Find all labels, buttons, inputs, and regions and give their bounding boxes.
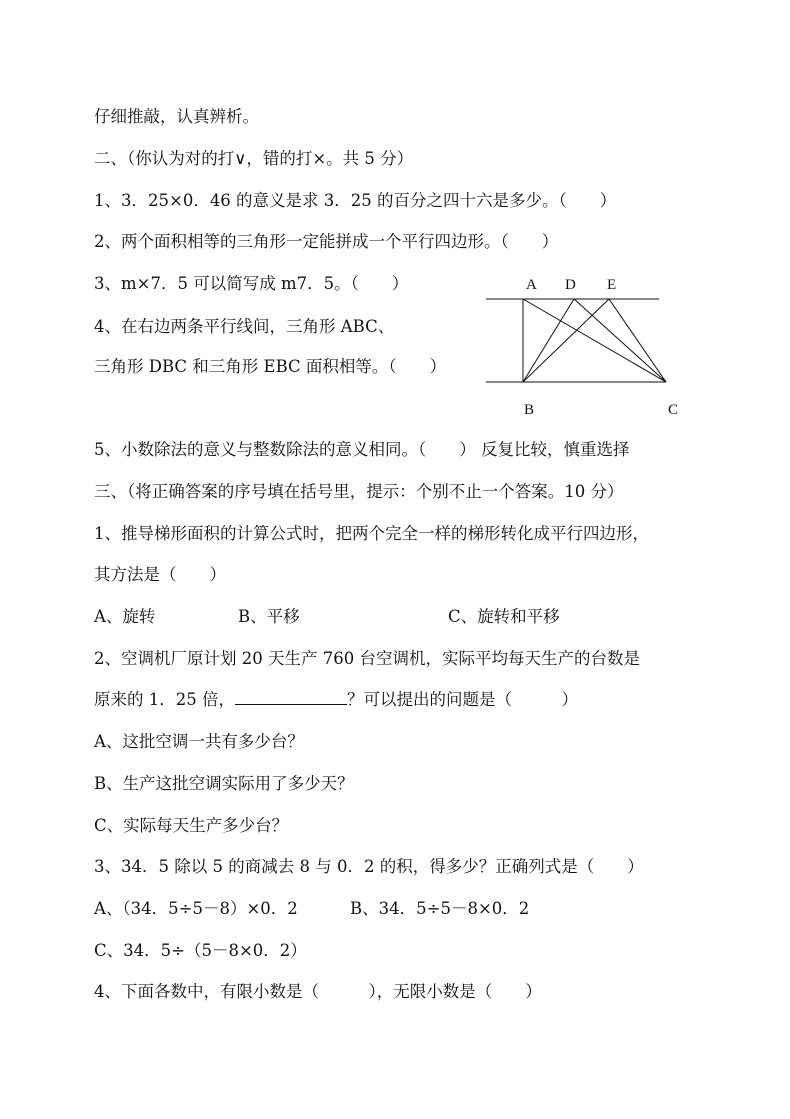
- judge-item-2: 2、两个面积相等的三角形一定能拼成一个平行四边形。（ ）: [94, 232, 559, 251]
- option-b: B、平移: [238, 607, 300, 626]
- q3-option-a: A、（34．5÷5－8）×0．2: [94, 899, 298, 918]
- option-c: C、旋转和平移: [448, 607, 560, 626]
- choice-q4-line1: 4、下面各数中，有限小数是（ ），无限小数是（ ）: [94, 982, 542, 1001]
- choice-q1-options: [94, 606, 694, 628]
- section-intro: 仔细推敲，认真辨析。: [94, 107, 259, 126]
- choice-q2-option-a: A、这批空调一共有多少台？: [94, 732, 304, 751]
- segment-ac: [523, 299, 666, 382]
- choice-q2-prefix: 原来的 1．25 倍，: [94, 690, 235, 709]
- label-e: E: [607, 277, 617, 293]
- segment-dc: [574, 299, 666, 382]
- judge-item-5: 5、小数除法的意义与整数除法的意义相同。（ ） 反复比较，慎重选择: [94, 440, 630, 459]
- parallel-lines-figure: [476, 270, 686, 420]
- label-b: B: [524, 402, 535, 418]
- judge-item-4-line2: 三角形 DBC 和三角形 EBC 面积相等。（ ）: [94, 357, 447, 376]
- label-c: C: [668, 402, 679, 418]
- label-d: D: [565, 277, 576, 293]
- q3-option-b: B、34．5÷5－8×0．2: [350, 899, 530, 918]
- choice-q2-option-c: C、实际每天生产多少台？: [94, 816, 289, 835]
- choice-q3-options: [94, 898, 694, 920]
- section-three-heading: 三、（将正确答案的序号填在括号里，提示：个别不止一个答案。10 分）: [94, 482, 624, 501]
- choice-q3-line1: 3、34．5 除以 5 的商减去 8 与 0．2 的积，得多少？正确列式是（ ）: [94, 857, 644, 876]
- choice-q1-line1: 1、推导梯形面积的计算公式时，把两个完全一样的梯形转化成平行四边形，: [94, 524, 649, 543]
- choice-q2-option-b: B、生产这批空调实际用了多少天？: [94, 774, 354, 793]
- label-a: A: [526, 277, 537, 293]
- choice-q2-line2: [94, 689, 578, 711]
- section-two-heading: 二、（你认为对的打∨，错的打×。共 5 分）: [94, 149, 414, 168]
- segment-ec: [609, 299, 666, 382]
- choice-q2-suffix: ？可以提出的问题是（ ）: [346, 690, 578, 709]
- judge-item-1: 1、3．25×0．46 的意义是求 3．25 的百分之四十六是多少。（ ）: [94, 191, 617, 210]
- judge-item-4-line1: 4、在右边两条平行线间，三角形 ABC、: [94, 317, 395, 336]
- choice-q3-option-c: C、34．5÷（5－8×0．2）: [94, 941, 307, 960]
- choice-q1-line2: 其方法是（ ）: [94, 565, 226, 584]
- choice-q2-line1: 2、空调机厂原计划 20 天生产 760 台空调机，实际平均每天生产的台数是: [94, 649, 640, 668]
- option-a: A、旋转: [94, 607, 156, 626]
- judge-item-3: 3、m×7．5 可以简写成 m7．5。（ ）: [94, 274, 409, 293]
- answer-blank[interactable]: [235, 690, 347, 705]
